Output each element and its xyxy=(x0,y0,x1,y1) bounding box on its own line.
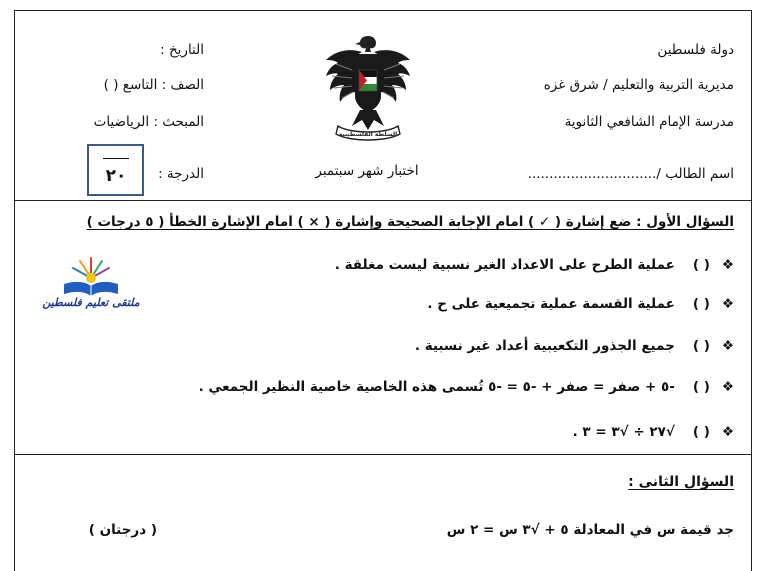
subject-label: المبحث : الرياضيات xyxy=(93,114,204,130)
statement-text: جميع الجذور التكعيبية أعداد غير نسبية . xyxy=(414,338,675,354)
bullet-icon: ❖ xyxy=(721,424,734,440)
bullet-icon: ❖ xyxy=(721,338,734,354)
exam-title: اختبار شهر سبتمبر xyxy=(315,163,419,179)
directorate-name: مديرية التربية والتعليم / شرق غزه xyxy=(543,77,734,93)
section1-title: السؤال الأول : ضع إشارة ( ✓ ) امام الإجابة الصحيحة وإشارة ( × ) امام الإشارة الخطأ ( ٥ درجات ) xyxy=(86,214,734,230)
student-name-field[interactable]: اسم الطالب /.............................. xyxy=(527,166,734,182)
header-divider xyxy=(14,200,752,201)
emblem-caption: السلطة الفلسطينية xyxy=(338,131,398,138)
statement-text: عملية الطرح على الاعداد الغير نسبية ليست مغلقة . xyxy=(334,257,675,273)
bullet-icon: ❖ xyxy=(721,379,734,395)
list-item xyxy=(335,257,734,273)
class-label: الصف : التاسع ( ) xyxy=(103,77,204,93)
statement-text: عملية القسمة عملية تجميعية على ح . xyxy=(427,296,675,312)
answer-box[interactable]: ( ) xyxy=(692,379,710,395)
answer-box[interactable]: ( ) xyxy=(692,338,710,354)
answer-box[interactable]: ( ) xyxy=(692,424,710,440)
statement-text: √٢٧ ÷ √٣ = ٣ . xyxy=(572,424,675,440)
statement-text: -٥ + صفر = صفر + -٥ = -٥ تُسمى هذه الخاصية خاصية النظير الجمعي . xyxy=(198,379,675,395)
state-name: دولة فلسطين xyxy=(657,42,734,58)
bullet-icon: ❖ xyxy=(721,296,734,312)
answer-box[interactable]: ( ) xyxy=(692,257,710,273)
section2-points: ( درجتان ) xyxy=(88,522,157,538)
list-item xyxy=(415,338,734,354)
logo-text: ملتقى تعليم فلسطين xyxy=(42,296,140,309)
list-item xyxy=(199,379,734,395)
list-item xyxy=(573,424,734,440)
date-label: التاريخ : xyxy=(160,42,204,58)
section-divider xyxy=(14,454,752,455)
grade-label: الدرجة : xyxy=(158,166,204,182)
section2-question: جد قيمة س في المعادلة ٥ + √٣ س = ٢ س xyxy=(446,522,734,538)
palestine-eagle-emblem-icon xyxy=(322,30,414,142)
school-name: مدرسة الإمام الشافعي الثانوية xyxy=(564,114,734,130)
answer-box[interactable]: ( ) xyxy=(692,296,710,312)
list-item xyxy=(427,296,734,312)
section2-title: السؤال الثانى : xyxy=(628,474,734,490)
bullet-icon: ❖ xyxy=(721,257,734,273)
grade-fraction-line xyxy=(103,158,129,159)
grade-total: ٢٠ xyxy=(105,166,127,186)
